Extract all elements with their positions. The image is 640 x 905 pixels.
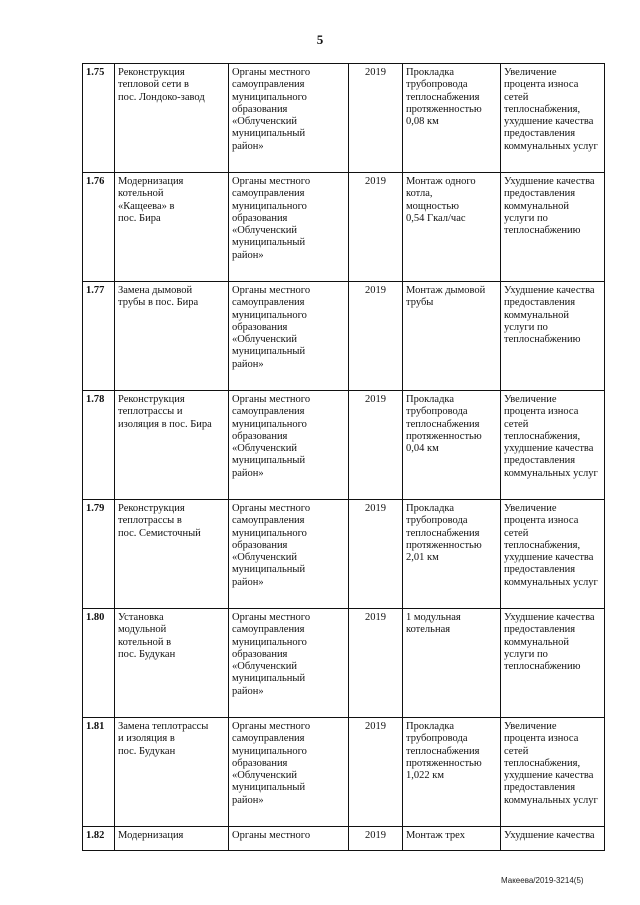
consequence: Ухудшение качества предоставления коммунальной услуги по теплоснабжению <box>504 612 595 673</box>
consequence-cell <box>501 827 605 851</box>
work-description: Монтаж дымовой трубы <box>406 285 486 309</box>
work-description: 1 модульная котельная <box>406 612 461 636</box>
consequence: Ухудшение качества предоставления коммунальной услуги по теплоснабжению <box>504 285 595 346</box>
row-number: 1.76 <box>83 173 115 282</box>
measure-name-cell <box>115 609 229 718</box>
responsible-org-cell <box>229 609 349 718</box>
consequence-cell <box>501 64 605 173</box>
work-description: Монтаж одного котла, мощностью 0,54 Гкал/час <box>406 176 476 224</box>
responsible-org: Органы местного самоуправления муниципального образования «Облученский муниципальный район» <box>232 394 311 479</box>
row-number: 1.80 <box>83 609 115 718</box>
measure-name: Реконструкция теплотрассы и изоляция в пос. Бира <box>118 394 212 430</box>
responsible-org: Органы местного самоуправления муниципального образования «Облученский муниципальный район» <box>232 67 311 152</box>
year-cell: 2019 <box>349 391 403 500</box>
responsible-org: Органы местного самоуправления муниципального образования «Облученский муниципальный район» <box>232 612 311 697</box>
year-cell: 2019 <box>349 173 403 282</box>
measure-name: Реконструкция теплотрассы в пос. Семисточный <box>118 503 201 539</box>
work-description-cell <box>403 391 501 500</box>
work-description-cell <box>403 173 501 282</box>
responsible-org: Органы местного <box>232 830 311 841</box>
work-description-cell <box>403 827 501 851</box>
table-row <box>83 64 605 173</box>
consequence: Ухудшение качества предоставления коммунальной услуги по теплоснабжению <box>504 176 595 237</box>
table-row <box>83 718 605 827</box>
measure-name-cell <box>115 718 229 827</box>
row-number: 1.75 <box>83 64 115 173</box>
measure-name: Установка модульной котельной в пос. Будукан <box>118 612 176 660</box>
measure-name: Модернизация котельной «Кащеева» в пос. Бира <box>118 176 184 224</box>
responsible-org: Органы местного самоуправления муниципального образования «Облученский муниципальный район» <box>232 176 311 261</box>
row-number: 1.77 <box>83 282 115 391</box>
work-description: Прокладка трубопровода теплоснабжения протяженностью 0,04 км <box>406 394 482 455</box>
consequence-cell <box>501 718 605 827</box>
measure-name-cell <box>115 827 229 851</box>
responsible-org: Органы местного самоуправления муниципального образования «Облученский муниципальный район» <box>232 503 311 588</box>
year-cell: 2019 <box>349 282 403 391</box>
responsible-org-cell <box>229 827 349 851</box>
consequence-cell <box>501 500 605 609</box>
measure-name: Замена теплотрассы и изоляция в пос. Будукан <box>118 721 209 757</box>
row-number: 1.81 <box>83 718 115 827</box>
consequence: Ухудшение качества <box>504 830 595 841</box>
table-row <box>83 609 605 718</box>
consequence-cell <box>501 282 605 391</box>
consequence-cell <box>501 173 605 282</box>
measure-name-cell <box>115 173 229 282</box>
year-cell: 2019 <box>349 609 403 718</box>
work-description: Прокладка трубопровода теплоснабжения протяженностью 0,08 км <box>406 67 482 128</box>
table-row <box>83 173 605 282</box>
responsible-org-cell <box>229 64 349 173</box>
responsible-org-cell <box>229 500 349 609</box>
measure-name: Замена дымовой трубы в пос. Бира <box>118 285 199 309</box>
measure-name: Реконструкция тепловой сети в пос. Лондоко-завод <box>118 67 205 103</box>
responsible-org-cell <box>229 173 349 282</box>
table-row <box>83 391 605 500</box>
work-description: Прокладка трубопровода теплоснабжения протяженностью 1,022 км <box>406 721 482 782</box>
table-row <box>83 500 605 609</box>
page-number: 5 <box>316 32 324 47</box>
year-cell: 2019 <box>349 64 403 173</box>
work-description-cell <box>403 64 501 173</box>
year-cell: 2019 <box>349 827 403 851</box>
consequence: Увеличение процента износа сетей теплоснабжения, ухудшение качества предоставления коммунальных услуг <box>504 721 598 806</box>
measure-name-cell <box>115 391 229 500</box>
work-description-cell <box>403 282 501 391</box>
measures-table <box>82 63 605 851</box>
consequence: Увеличение процента износа сетей теплоснабжения, ухудшение качества предоставления коммунальных услуг <box>504 394 598 479</box>
responsible-org: Органы местного самоуправления муниципального образования «Облученский муниципальный район» <box>232 721 311 806</box>
measure-name-cell <box>115 64 229 173</box>
year-cell: 2019 <box>349 718 403 827</box>
consequence-cell <box>501 391 605 500</box>
measure-name: Модернизация <box>118 830 184 841</box>
row-number: 1.82 <box>83 827 115 851</box>
work-description: Прокладка трубопровода теплоснабжения протяженностью 2,01 км <box>406 503 482 564</box>
consequence-cell <box>501 609 605 718</box>
work-description: Монтаж трех <box>406 830 465 841</box>
measure-name-cell <box>115 282 229 391</box>
row-number: 1.79 <box>83 500 115 609</box>
year-cell: 2019 <box>349 500 403 609</box>
responsible-org-cell <box>229 718 349 827</box>
work-description-cell <box>403 718 501 827</box>
work-description-cell <box>403 609 501 718</box>
consequence: Увеличение процента износа сетей теплоснабжения, ухудшение качества предоставления коммунальных услуг <box>504 503 598 588</box>
consequence: Увеличение процента износа сетей теплоснабжения, ухудшение качества предоставления коммунальных услуг <box>504 67 598 152</box>
document-code: Макеева/2019-3214(5) <box>501 876 584 885</box>
work-description-cell <box>403 500 501 609</box>
measure-name-cell <box>115 500 229 609</box>
measures-table-body <box>83 64 605 851</box>
table-row <box>83 282 605 391</box>
responsible-org-cell <box>229 282 349 391</box>
responsible-org-cell <box>229 391 349 500</box>
table-row <box>83 827 605 851</box>
row-number: 1.78 <box>83 391 115 500</box>
responsible-org: Органы местного самоуправления муниципального образования «Облученский муниципальный район» <box>232 285 311 370</box>
